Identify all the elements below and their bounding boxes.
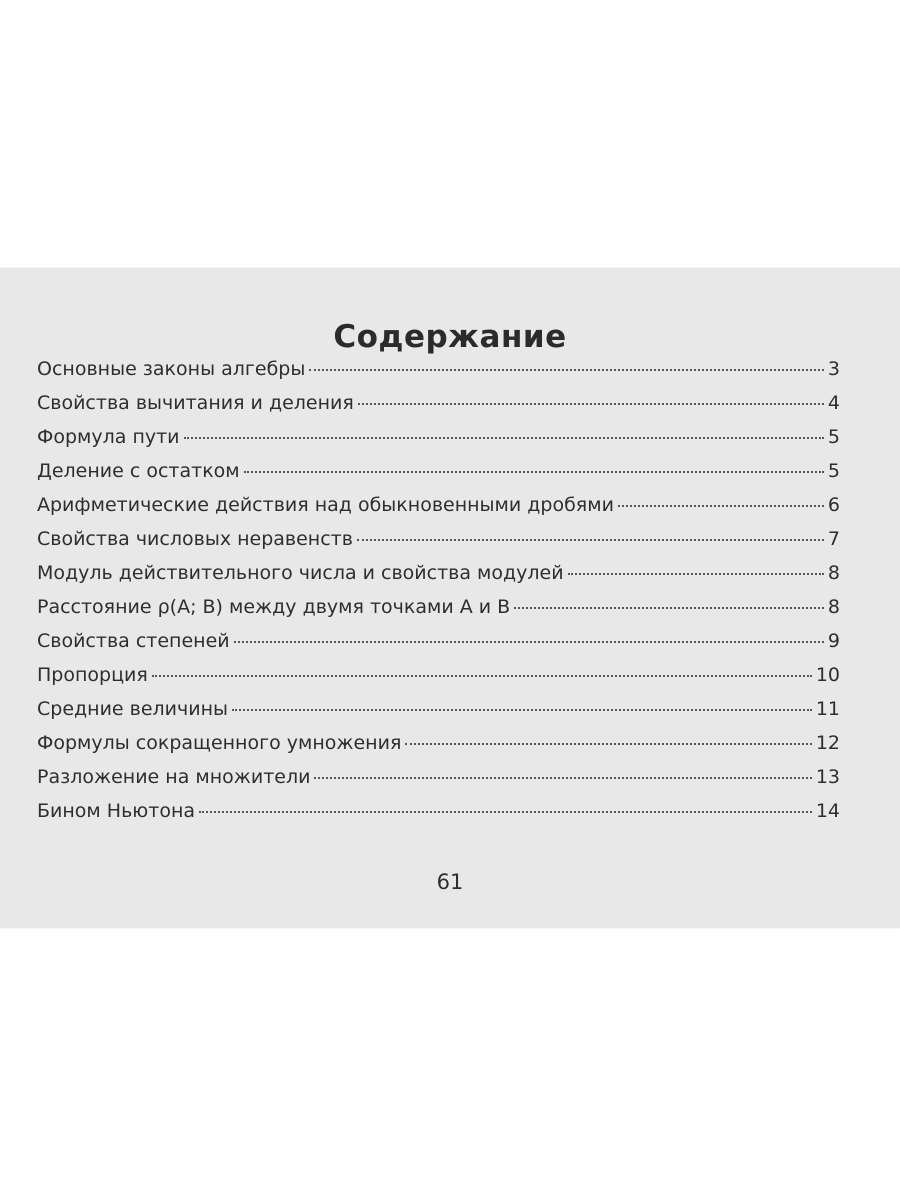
toc-entry-label: Формулы сокращенного умножения [37, 732, 402, 754]
toc-entry-page: 11 [815, 698, 840, 720]
dot-leader [514, 606, 824, 609]
dot-leader [618, 504, 824, 507]
book-page [0, 268, 900, 928]
toc-entry-label: Пропорция [37, 664, 148, 686]
toc-entry-label: Разложение на множители [37, 766, 311, 788]
toc-entry-label: Средние величины [37, 698, 229, 720]
toc-entry-1 [37, 392, 840, 426]
dot-leader [358, 402, 824, 405]
toc-entry-7 [37, 596, 840, 630]
dot-leader [405, 742, 811, 745]
toc-entry-page: 9 [827, 630, 840, 652]
toc-entry-10 [37, 698, 840, 732]
dot-leader [357, 538, 824, 541]
toc-entry-label: Формула пути [37, 426, 180, 448]
toc-entry-label: Деление с остатком [37, 460, 240, 482]
toc-entry-page: 4 [827, 392, 840, 414]
dot-leader [232, 708, 812, 711]
toc-entry-11 [37, 732, 840, 766]
toc-entry-label: Арифметические действия над обыкновенными дробями [37, 494, 614, 516]
toc-entry-5 [37, 528, 840, 562]
dot-leader [234, 640, 824, 643]
dot-leader [199, 810, 812, 813]
toc-entry-page: 12 [815, 732, 840, 754]
toc-entry-page: 13 [815, 766, 840, 788]
toc-entry-page: 10 [815, 664, 840, 686]
toc-entry-label: Основные законы алгебры [37, 358, 306, 380]
toc-entry-page: 6 [827, 494, 840, 516]
toc-entry-13 [37, 800, 840, 834]
toc-entry-label: Модуль действительного числа и свойства модулей [37, 562, 564, 584]
toc-entry-page: 7 [827, 528, 840, 550]
toc-entry-page: 5 [827, 460, 840, 482]
toc-entry-label: Свойства числовых неравенств [37, 528, 353, 550]
dot-leader [568, 572, 824, 575]
table-of-contents [37, 358, 840, 834]
toc-entry-page: 5 [827, 426, 840, 448]
toc-entry-12 [37, 766, 840, 800]
dot-leader [244, 470, 824, 473]
toc-entry-label: Бином Ньютона [37, 800, 196, 822]
toc-entry-0 [37, 358, 840, 392]
toc-entry-page: 3 [827, 358, 840, 380]
toc-entry-3 [37, 460, 840, 494]
dot-leader [184, 436, 824, 439]
dot-leader [152, 674, 812, 677]
toc-entry-page: 14 [815, 800, 840, 822]
dot-leader [314, 776, 811, 779]
page-title: Содержание [333, 318, 567, 355]
toc-entry-page: 8 [827, 562, 840, 584]
toc-entry-8 [37, 630, 840, 664]
toc-entry-page: 8 [827, 596, 840, 618]
dot-leader [309, 368, 824, 371]
toc-entry-label: Расстояние ρ(A; B) между двумя точками A и B [37, 596, 511, 618]
page-number: 61 [436, 870, 464, 894]
toc-entry-9 [37, 664, 840, 698]
toc-entry-label: Свойства степеней [37, 630, 230, 652]
toc-entry-4 [37, 494, 840, 528]
toc-entry-2 [37, 426, 840, 460]
toc-entry-label: Свойства вычитания и деления [37, 392, 354, 414]
toc-entry-6 [37, 562, 840, 596]
